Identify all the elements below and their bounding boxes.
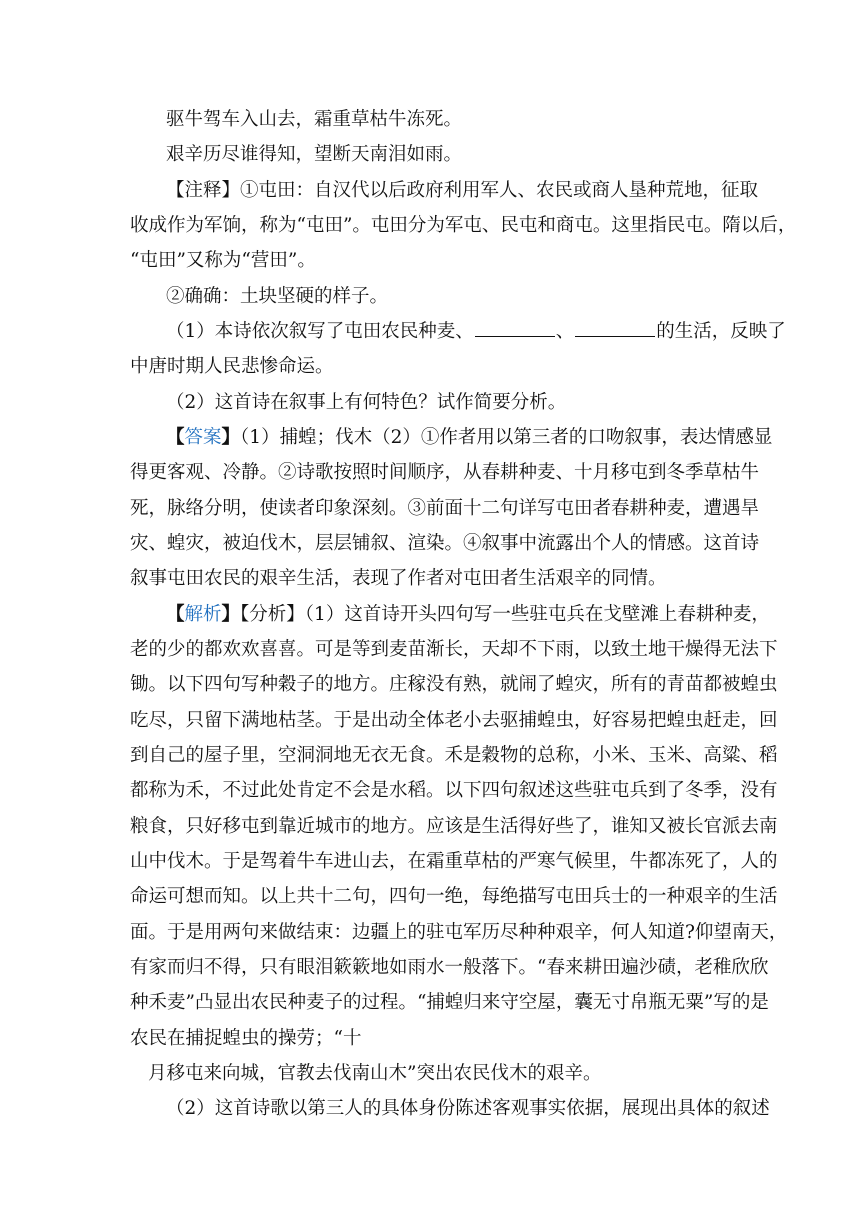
question-1-separator: 、: [555, 321, 575, 342]
answer-line-1: [166, 425, 772, 451]
answer-tag: 答案: [184, 427, 222, 448]
note-1-text: ①屯田：自汉代以后政府利用军人、农民或商人垦种荒地，征取: [240, 180, 759, 201]
poem-line-2: 艰辛历尽谁得知，望断天南泪如雨。: [166, 144, 463, 165]
note-1-line-2: 收成作为军饷，称为“屯田”。屯田分为军屯、民屯和商屯。这里指民屯。隋以后，: [130, 215, 797, 236]
analysis-text: 【分析】（1）这首诗开头四句写一些驻屯兵在戈壁滩上春耕种麦，: [240, 604, 770, 625]
note-2: ②确确：土块坚硬的样子。: [166, 286, 389, 307]
question-2: （2）这首诗在叙事上有何特色？试作简要分析。: [166, 392, 567, 413]
poem-line-1: 驱牛驾车入山去，霜重草枯牛冻死。: [166, 109, 463, 130]
analysis-line-12: 种禾麦”凸显出农民种麦子的过程。“捕蝗归来守空屋，囊无寸帛瓶无粟”写的是: [130, 992, 769, 1013]
question-1-text-b: 的生活，反映了: [656, 321, 786, 342]
analysis-line-10: 面。于是用两句来做结束：边疆上的驻屯军历尽种种艰辛，何人知道?仰望南天，: [130, 922, 788, 943]
analysis-line-6: 都称为禾，不过此处肯定不会是水稻。以下四句叙述这些驻屯兵到了冬季，没有: [130, 780, 778, 801]
answer-blank-2[interactable]: [575, 320, 655, 337]
analysis-bracket-open: 【: [166, 604, 185, 625]
analysis-line-13: 农民在捕捉蝗虫的操劳；“十: [130, 1028, 362, 1049]
analysis-line-5: 到自己的屋子里，空洞洞地无衣无食。禾是穀物的总称，小米、玉米、高粱、稻: [130, 745, 778, 766]
analysis-line-1: [166, 602, 770, 628]
analysis-line-15: （2）这首诗歌以第三人的具体身份陈述客观事实依据，展现出具体的叙述: [166, 1098, 770, 1119]
answer-bracket-close: 】: [221, 427, 241, 448]
answer-line-4: 灾、蝗灾，被迫伐木，层层铺叙、渲染。④叙事中流露出个人的情感。这首诗: [130, 533, 760, 554]
analysis-bracket-close: 】: [221, 604, 241, 625]
analysis-line-8: 山中伐木。于是驾着牛车进山去，在霜重草枯的严寒气候里，牛都冻死了，人的: [130, 851, 778, 872]
answer-text: （1）捕蝗；伐木（2）①作者用以第三者的口吻叙事，表达情感显: [240, 427, 773, 448]
answer-bracket-open: 【: [166, 427, 185, 448]
analysis-tag: 解析: [184, 604, 222, 625]
question-1-line-1: [166, 319, 786, 345]
note-1-line-1: [166, 178, 758, 204]
analysis-line-4: 吃尽，只留下满地枯茎。于是出动全体老小去驱捕蝗虫，好容易把蝗虫赶走，回: [130, 710, 778, 731]
question-1-line-2: 中唐时期人民悲惨命运。: [130, 356, 334, 377]
answer-line-3: 死，脉络分明，使读者印象深刻。③前面十二句详写屯田者春耕种麦，遭遇旱: [130, 498, 760, 519]
analysis-line-9: 命运可想而知。以上共十二句，四句一绝，每绝描写屯田兵士的一种艰辛的生活: [130, 886, 778, 907]
analysis-line-14: 月移屯来向城，官教去伐南山木”突出农民伐木的艰辛。: [148, 1063, 602, 1084]
answer-line-5: 叙事屯田农民的艰辛生活，表现了作者对屯田者生活艰辛的同情。: [130, 568, 667, 589]
analysis-line-3: 锄。以下四句写种穀子的地方。庄稼没有熟，就闹了蝗灾，所有的青苗都被蝗虫: [130, 674, 778, 695]
note-label: 【注释】: [166, 180, 241, 201]
answer-blank-1[interactable]: [475, 320, 555, 337]
analysis-line-7: 粮食，只好移屯到靠近城市的地方。应该是生活得好些了，谁知又被长官派去南: [130, 816, 778, 837]
answer-line-2: 得更客观、冷静。②诗歌按照时间顺序，从春耕种麦、十月移屯到冬季草枯牛: [130, 462, 760, 483]
analysis-line-11: 有家而归不得，只有眼泪簌簌地如雨水一般落下。“春来耕田遍沙碛，老稚欣欣: [130, 957, 769, 978]
analysis-line-2: 老的少的都欢欢喜喜。可是等到麦苗渐长，天却不下雨，以致土地干燥得无法下: [130, 639, 778, 660]
question-1-text-a: （1）本诗依次叙写了屯田农民种麦、: [166, 321, 474, 342]
note-1-line-3: “屯田”又称为“营田”。: [130, 250, 316, 271]
